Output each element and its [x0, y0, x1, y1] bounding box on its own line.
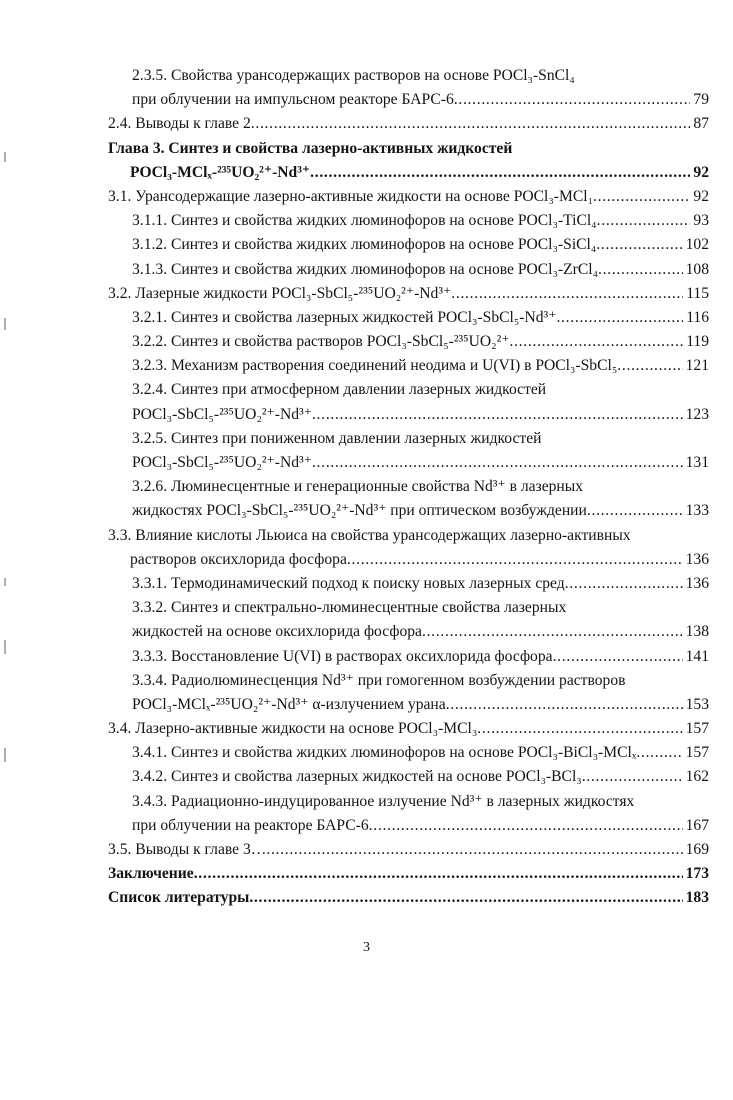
scan-artifact	[4, 578, 6, 586]
toc-page-number: 167	[685, 816, 709, 834]
scan-artifact	[4, 748, 6, 762]
toc-entry-title: 3.2.1. Синтез и свойства лазерных жидкостей POCl₃-SbCl₅-Nd³⁺	[132, 308, 557, 326]
toc-entry-title: 3.5. Выводы к главе 3…	[108, 841, 267, 858]
dot-leader	[369, 814, 683, 838]
toc-line	[0, 693, 709, 717]
toc-page-number: 136	[685, 550, 709, 568]
toc-line	[0, 258, 709, 282]
toc-entry	[0, 475, 733, 523]
toc-line	[0, 499, 709, 523]
dot-leader	[249, 886, 682, 910]
toc-entry	[0, 233, 733, 257]
dot-leader	[598, 258, 683, 282]
toc-entry	[0, 669, 733, 717]
dot-leader	[587, 499, 683, 523]
dot-leader	[596, 233, 682, 257]
toc-entry	[0, 306, 733, 330]
toc-line	[0, 669, 681, 693]
dot-leader	[553, 645, 683, 669]
toc-entry	[0, 209, 733, 233]
dot-leader	[347, 548, 683, 572]
toc-page-number: 79	[693, 91, 709, 109]
toc-entry	[0, 838, 733, 862]
toc-line	[0, 886, 709, 910]
toc-page-number: 102	[685, 236, 709, 254]
toc-page-number: 133	[685, 502, 709, 520]
toc-page-number: 123	[685, 405, 709, 423]
toc-line	[0, 137, 681, 161]
toc-page-number: 169	[685, 841, 709, 858]
toc-page-number: 115	[686, 284, 709, 302]
toc-entry-title: POCl₃-MClₓ-²³⁵UO₂²⁺-Nd³⁺	[130, 163, 311, 181]
toc-line	[0, 717, 709, 741]
toc-entry-title: 3.4. Лазерно-активные жидкости на основе POCl₃-MCl₃	[108, 720, 478, 738]
toc-line	[0, 741, 709, 765]
toc-page-number: 87	[693, 115, 709, 133]
toc-line	[0, 765, 709, 789]
toc-entry-title: жидкостей на основе оксихлорида фосфора	[132, 623, 422, 641]
toc-entry	[0, 765, 733, 789]
toc-entry	[0, 330, 733, 354]
toc-line	[0, 427, 681, 451]
toc-line	[0, 233, 709, 257]
toc-entry	[0, 524, 733, 572]
toc-page-number: 116	[686, 308, 709, 326]
toc-entry-title: 3.1.2. Синтез и свойства жидких люминофоров на основе POCl₃-SiCl₄	[132, 236, 597, 254]
dot-leader	[509, 330, 683, 354]
toc-line	[0, 209, 709, 233]
toc-line	[0, 378, 681, 402]
toc-line	[0, 185, 709, 209]
dot-leader	[565, 572, 683, 596]
toc-entry	[0, 596, 733, 644]
toc-line	[0, 64, 681, 88]
toc-page-number: 183	[685, 889, 709, 907]
toc-entry	[0, 427, 733, 475]
toc-entry-title: 2.3.5. Свойства урансодержащих растворов на основе POCl₃-SnCl₄	[132, 67, 575, 84]
toc-entry-title: растворов оксихлорида фосфора	[130, 550, 347, 568]
dot-leader	[617, 354, 682, 378]
toc-entry-title: 3.4.1. Синтез и свойства жидких люминофоров на основе POCl₃-BiCl₃-MClₓ	[132, 744, 637, 762]
scan-artifact	[4, 640, 6, 654]
dot-leader	[312, 451, 683, 475]
toc-entry	[0, 137, 733, 185]
toc-line	[0, 814, 709, 838]
dot-leader	[582, 765, 683, 789]
toc-page-number: 138	[685, 623, 709, 641]
toc-line	[0, 862, 709, 886]
toc-page-number: 108	[685, 260, 709, 278]
toc-entry-title: 3.4.3. Радиационно-индуцированное излучение Nd³⁺ в лазерных жидкостях	[132, 792, 635, 810]
toc-entry-title: POCl₃-MClₓ-²³⁵UO₂²⁺-Nd³⁺ α-излучением урана	[132, 695, 446, 713]
toc-entry	[0, 717, 733, 741]
toc-line	[0, 161, 709, 185]
toc-page-number: 92	[693, 163, 709, 181]
toc-page-number: 92	[693, 187, 709, 205]
toc-line	[0, 354, 709, 378]
toc-page-number: 119	[686, 333, 709, 351]
toc-entry	[0, 645, 733, 669]
toc-page-number: 162	[685, 768, 709, 786]
dot-leader	[593, 185, 690, 209]
dot-leader	[454, 88, 691, 112]
toc-line	[0, 112, 709, 136]
toc-entry-title: 3.2. Лазерные жидкости POCl₃-SbCl₅-²³⁵UO₂²⁺-Nd³⁺	[108, 284, 452, 302]
toc-entry	[0, 886, 733, 910]
toc-page-number: 141	[685, 647, 709, 665]
dot-leader	[422, 620, 683, 644]
toc-entry-title: 2.4. Выводы к главе 2	[108, 115, 251, 133]
toc-page-number: 131	[685, 454, 709, 471]
dot-leader	[194, 862, 683, 886]
dot-leader	[310, 161, 690, 185]
toc-entry	[0, 790, 733, 838]
dot-leader	[251, 112, 691, 136]
toc-entry	[0, 258, 733, 282]
scan-artifact	[4, 318, 6, 330]
dot-leader	[266, 838, 682, 862]
toc-entry-title: 3.3. Влияние кислоты Льюиса на свойства урансодержащих лазерно-активных	[108, 526, 631, 544]
toc-entry-title: POCl₃-SbCl₅-²³⁵UO₂²⁺-Nd³⁺	[132, 405, 312, 423]
toc-entry	[0, 741, 733, 765]
toc-entry-title: 3.2.2. Синтез и свойства растворов POCl₃-SbCl₅-²³⁵UO₂²⁺	[132, 333, 510, 351]
toc-entry-title: жидкостях POCl₃-SbCl₅-²³⁵UO₂²⁺-Nd³⁺ при оптическом возбуждении	[132, 502, 587, 520]
toc-entry-title: Список литературы	[108, 889, 250, 907]
toc-entry-title: при облучении на импульсном реакторе БАРС-6	[132, 91, 454, 109]
dot-leader	[597, 209, 691, 233]
dot-leader	[451, 282, 683, 306]
toc-entry-title: 3.1.1. Синтез и свойства жидких люминофоров на основе POCl₃-TiCl₄	[132, 212, 597, 230]
dot-leader	[477, 717, 682, 741]
toc-entry	[0, 185, 733, 209]
toc-entry-title: Глава 3. Синтез и свойства лазерно-активных жидкостей	[108, 139, 513, 157]
toc-page-number: 121	[685, 357, 709, 375]
toc-line	[0, 524, 681, 548]
toc-entry-title: POCl₃-SbCl₅-²³⁵UO₂²⁺-Nd³⁺	[132, 454, 312, 471]
toc-page-number: 136	[685, 574, 709, 592]
toc-entry-title: 3.2.6. Люминесцентные и генерационные свойства Nd³⁺ в лазерных	[132, 478, 584, 496]
toc-line	[0, 451, 709, 475]
toc-entry-title: при облучении на реакторе БАРС-6	[132, 816, 369, 834]
toc-page-number: 157	[685, 720, 709, 738]
toc-entry-title: 3.3.1. Термодинамический подход к поиску новых лазерных сред	[132, 574, 565, 592]
toc-entry-title: 3.1.3. Синтез и свойства жидких люминофоров на основе POCl₃-ZrCl₄	[132, 260, 599, 278]
toc-entry	[0, 64, 733, 112]
toc-page-number: 93	[693, 212, 709, 230]
dot-leader	[446, 693, 683, 717]
dot-leader	[636, 741, 682, 765]
toc-page-number: 157	[685, 744, 709, 762]
toc-line	[0, 596, 681, 620]
toc-line	[0, 88, 709, 112]
toc-entry	[0, 354, 733, 378]
toc-line	[0, 620, 709, 644]
toc-entry-title: 3.1. Урансодержащие лазерно-активные жидкости на основе POCl₃-MCl₁	[108, 187, 594, 205]
page-number: 3	[363, 940, 370, 955]
toc-entry-title: 3.3.4. Радиолюминесценция Nd³⁺ при гомогенном возбуждении растворов	[132, 671, 626, 689]
toc-line	[0, 330, 709, 354]
scan-artifact	[4, 152, 6, 162]
toc-line	[0, 306, 709, 330]
toc-line	[0, 790, 681, 814]
dot-leader	[312, 403, 683, 427]
toc-line	[0, 282, 709, 306]
table-of-contents	[0, 64, 733, 911]
toc-line	[0, 475, 681, 499]
toc-entry-title: 3.2.3. Механизм растворения соединений неодима и U(VI) в POCl₃-SbCl₅	[132, 357, 618, 375]
toc-entry-title: 3.2.4. Синтез при атмосферном давлении лазерных жидкостей	[132, 381, 547, 399]
toc-line	[0, 548, 709, 572]
toc-entry	[0, 572, 733, 596]
toc-line	[0, 838, 709, 862]
toc-page-number: 153	[685, 695, 709, 713]
toc-entry-title: 3.3.2. Синтез и спектрально-люминесцентные свойства лазерных	[132, 599, 567, 617]
toc-entry	[0, 112, 733, 136]
toc-entry-title: 3.4.2. Синтез и свойства лазерных жидкостей на основе POCl₃-BCl₃	[132, 768, 582, 786]
toc-line	[0, 572, 709, 596]
toc-entry-title: 3.2.5. Синтез при пониженном давлении лазерных жидкостей	[132, 429, 542, 447]
toc-entry-title: 3.3.3. Восстановление U(VI) в растворах оксихлорида фосфора	[132, 647, 553, 665]
toc-page-number: 173	[685, 865, 709, 883]
dot-leader	[556, 306, 683, 330]
toc-entry	[0, 862, 733, 886]
toc-entry	[0, 282, 733, 306]
toc-entry-title: Заключение	[108, 865, 194, 883]
toc-line	[0, 403, 709, 427]
toc-line	[0, 645, 709, 669]
toc-entry	[0, 378, 733, 426]
